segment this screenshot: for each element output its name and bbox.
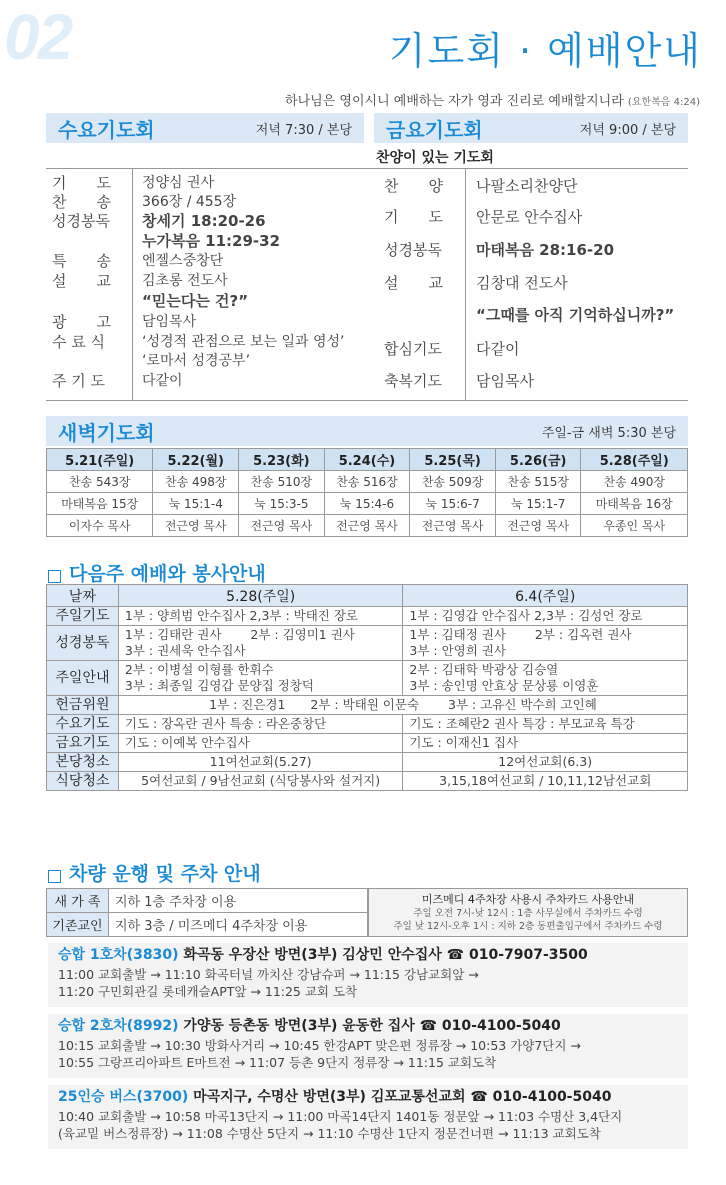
parking-card-note	[368, 888, 688, 937]
bus-name: 25인승 버스(3700)	[58, 1089, 189, 1105]
parking-row-label: 기존교인	[47, 913, 109, 937]
wednesday-time: 저녁 7:30 / 본당	[255, 122, 352, 138]
row-label: 주일기도	[47, 607, 119, 626]
table-row	[47, 607, 688, 626]
program-value: 다같이	[142, 373, 183, 389]
day-cell: 5.28(주일)	[581, 449, 688, 471]
parking-table	[46, 888, 368, 937]
program-label: 수 료 식	[52, 333, 106, 351]
parking-note-title: 미즈메디 4주차장 사용시 주차카드 사용안내	[421, 893, 635, 906]
row-label: 금요기도	[47, 734, 119, 753]
scripture-cell: 마태복음 16장	[581, 493, 688, 515]
schedule-cell: 기도 : 장옥란 권사 특송 : 라온중창단	[118, 715, 403, 734]
table-row	[47, 661, 688, 696]
program-value: ‘성경적 관점으로 보는 일과 영성’	[142, 334, 345, 350]
schedule-cell: 기도 : 이재신1 집사	[403, 734, 688, 753]
wednesday-title: 수요기도회	[58, 117, 155, 142]
divider	[465, 168, 466, 400]
bus-route-text	[58, 1089, 622, 1142]
schedule-cell: 5여선교회 / 9남선교회 (식당봉사와 설거지)	[118, 772, 403, 791]
wednesday-header	[46, 113, 364, 143]
program-label: 찬 송	[52, 193, 111, 211]
square-bullet-icon	[48, 570, 61, 583]
bus-schedule-line: 10:55 그랑프리아파트 E마트전 → 11:07 등촌 9단지 정류장 → 11:15 교회도착	[58, 1055, 497, 1070]
bus-schedule-line: 11:20 구민회관길 롯데캐슬APT앞 → 11:25 교회 도착	[58, 984, 358, 999]
friday-title: 금요기도회	[386, 117, 483, 142]
program-value: 엔젤스중창단	[142, 253, 224, 269]
day-cell: 5.22(월)	[153, 449, 239, 471]
program-value: 김창대 전도사	[476, 274, 568, 292]
row-label: 본당청소	[47, 753, 119, 772]
schedule-cell: 1부 : 양희범 안수집사 2,3부 : 박태진 장로	[118, 607, 403, 626]
bus-name: 승합 1호차(3830)	[58, 947, 179, 963]
parking-row-value: 지하 3층 / 미즈메디 4주차장 이용	[109, 913, 368, 937]
program-label: 기 도	[52, 174, 111, 192]
row-label: 식당청소	[47, 772, 119, 791]
bus-name: 승합 2호차(8992)	[58, 1018, 179, 1034]
program-value: 366장 / 455장	[142, 194, 237, 210]
program-value: 창세기 18:20-26	[142, 212, 266, 230]
table-row	[47, 696, 688, 715]
schedule-cell: 1부 : 김태란 권사 2부 : 김영미1 권사 3부 : 권세욱 안수집사	[118, 626, 403, 661]
row-label: 수요기도	[47, 715, 119, 734]
table-row	[47, 753, 688, 772]
column-header: 5.28(주일)	[118, 585, 403, 607]
table-row	[47, 626, 688, 661]
preacher-cell: 전근영 목사	[410, 515, 496, 537]
scripture-verse	[285, 90, 700, 109]
preacher-cell: 전근영 목사	[153, 515, 239, 537]
parking-title: 차량 운행 및 주차 안내	[69, 863, 261, 885]
day-cell: 5.24(수)	[324, 449, 410, 471]
table-row	[47, 772, 688, 791]
program-label: 찬 양	[384, 177, 443, 195]
schedule-cell: 11여선교회(5.27)	[118, 753, 403, 772]
parking-row-label: 새 가 족	[47, 889, 109, 913]
program-label: 합심기도	[384, 340, 442, 358]
table-row	[47, 515, 688, 537]
program-value: 김초롱 전도사	[142, 273, 228, 289]
scripture-cell: 마태복음 15장	[47, 493, 153, 515]
program-value: 담임목사	[476, 372, 534, 390]
program-value: 정양심 권사	[142, 175, 215, 191]
parking-note-line: 주일 낮 12시-오후 1시 : 지하 2층 동편출입구에서 주차카드 수령	[393, 921, 663, 932]
row-label: 헌금위원	[47, 696, 119, 715]
table-row	[47, 449, 688, 471]
program-value: ‘로마서 성경공부’	[142, 353, 251, 369]
verse-reference: (요한복음 4:24)	[627, 97, 700, 108]
divider	[46, 168, 688, 169]
bus-driver: 윤동한 집사 ☎ 010-4100-5040	[342, 1018, 561, 1034]
day-cell: 5.25(목)	[410, 449, 496, 471]
schedule-cell: 1부 : 진은경1 2부 : 박태원 이문숙 3부 : 고유신 박수희 고인혜	[118, 696, 687, 715]
program-value: 담임목사	[142, 314, 197, 330]
dawn-time: 주일-금 새벽 5:30 본당	[541, 425, 676, 441]
hymn-cell: 찬송 515장	[495, 471, 581, 493]
row-label: 주일안내	[47, 661, 119, 696]
friday-time: 저녁 9:00 / 본당	[579, 122, 676, 138]
bus-driver: 김상민 안수집사 ☎ 010-7907-3500	[342, 947, 588, 963]
scripture-cell: 눅 15:1-4	[153, 493, 239, 515]
dawn-header	[46, 416, 688, 446]
schedule-cell: 1부 : 김태정 권사 2부 : 김옥련 권사 3부 : 안영희 권사	[403, 626, 688, 661]
bus-schedule-line: (육교밑 버스정류장) → 11:08 수명산 5단지 → 11:10 수명산 1단지 정문건너편 → 11:13 교회도착	[58, 1126, 601, 1141]
program-label: 기 도	[384, 208, 443, 226]
verse-text: 하나님은 영이시니 예배하는 자가 영과 진리로 예배할지니라	[285, 94, 624, 109]
page-title: 기도회 · 예배안내	[388, 29, 702, 73]
hymn-cell: 찬송 509장	[410, 471, 496, 493]
table-row	[47, 585, 688, 607]
square-bullet-icon	[48, 870, 61, 883]
scripture-cell: 눅 15:6-7	[410, 493, 496, 515]
bus-driver: 김포교통선교회 ☎ 010-4100-5040	[370, 1089, 612, 1105]
scripture-cell: 눅 15:3-5	[239, 493, 325, 515]
preacher-cell: 전근영 목사	[324, 515, 410, 537]
bus-area-label: 마곡지구, 수명산 방면(3부)	[193, 1089, 366, 1105]
bus-schedule-line: 11:00 교회출발 → 11:10 화곡터널 까치산 강남슈퍼 → 11:15 강남교회앞 →	[58, 967, 479, 982]
parking-heading	[48, 859, 261, 886]
preacher-cell: 이자수 목사	[47, 515, 153, 537]
program-label: 주 기 도	[52, 372, 106, 390]
hymn-cell: 찬송 490장	[581, 471, 688, 493]
next-week-heading	[48, 559, 266, 586]
bus-heading	[58, 1089, 622, 1106]
bus-heading	[58, 1018, 581, 1035]
row-label: 성경봉독	[47, 626, 119, 661]
bus-heading	[58, 947, 588, 964]
preacher-cell: 전근영 목사	[239, 515, 325, 537]
program-value: 누가복음 11:29-32	[142, 232, 281, 250]
program-value: 안문로 안수집사	[476, 208, 583, 226]
table-row	[47, 471, 688, 493]
friday-subtitle: 찬양이 있는 기도회	[376, 150, 494, 166]
schedule-cell: 2부 : 이병설 이형률 한휘수 3부 : 최종일 김영갑 문양집 정창덕	[118, 661, 403, 696]
bus-schedule-line: 10:15 교회출발 → 10:30 방화사거리 → 10:45 한강APT 맞은편 정류장 → 10:53 가양7단지 →	[58, 1038, 581, 1053]
parking-row-value: 지하 1층 주차장 이용	[109, 889, 368, 913]
table-row	[47, 889, 368, 913]
schedule-cell: 기도 : 조혜란2 권사 특강 : 부모교육 특강	[403, 715, 688, 734]
dawn-title: 새벽기도회	[58, 420, 155, 445]
next-week-table	[46, 584, 688, 791]
program-label: 광 고	[52, 313, 111, 331]
program-label: 성경봉독	[384, 241, 442, 259]
bus-area-label: 가양동 등촌동 방면(3부)	[183, 1018, 338, 1034]
dawn-schedule-table	[46, 448, 688, 537]
scripture-cell: 눅 15:1-7	[495, 493, 581, 515]
next-week-title: 다음주 예배와 봉사안내	[69, 563, 266, 585]
friday-header	[374, 113, 688, 143]
column-header: 6.4(주일)	[403, 585, 688, 607]
hymn-cell: 찬송 543장	[47, 471, 153, 493]
day-cell: 5.26(금)	[495, 449, 581, 471]
bus-route-text	[58, 1018, 581, 1071]
program-label: 설 교	[384, 274, 443, 292]
schedule-cell: 3,15,18여선교회 / 10,11,12남선교회	[403, 772, 688, 791]
program-value: 마태복음 28:16-20	[476, 241, 615, 259]
divider	[132, 168, 133, 400]
schedule-cell: 12여선교회(6.3)	[403, 753, 688, 772]
table-row	[47, 913, 368, 937]
program-label: 설 교	[52, 272, 111, 290]
day-cell: 5.21(주일)	[47, 449, 153, 471]
parking-note-line: 주일 오전 7시-낮 12시 : 1층 사무실에서 주차카드 수령	[413, 908, 643, 919]
table-row	[47, 715, 688, 734]
day-cell: 5.23(화)	[239, 449, 325, 471]
bus-area-label: 화곡동 우장산 방면(3부)	[183, 947, 338, 963]
preacher-cell: 우종인 목사	[581, 515, 688, 537]
program-value: 나팔소리찬양단	[476, 177, 578, 195]
hymn-cell: 찬송 516장	[324, 471, 410, 493]
bus-schedule-line: 10:40 교회출발 → 10:58 마곡13단지 → 11:00 마곡14단지 1401동 정문앞 → 11:03 수명산 3,4단지	[58, 1109, 623, 1124]
scripture-cell: 눅 15:4-6	[324, 493, 410, 515]
program-label: 축복기도	[384, 372, 442, 390]
schedule-cell: 기도 : 이예복 안수집사	[118, 734, 403, 753]
page-number: 02	[4, 1, 72, 73]
program-value: “믿는다는 건?”	[142, 292, 249, 310]
preacher-cell: 전근영 목사	[495, 515, 581, 537]
table-row	[47, 493, 688, 515]
divider	[46, 400, 688, 401]
program-label: 특 송	[52, 252, 111, 270]
bus-route-text	[58, 947, 588, 1000]
column-header: 날짜	[47, 585, 119, 607]
schedule-cell: 1부 : 김영갑 안수집사 2,3부 : 김성언 장로	[403, 607, 688, 626]
program-label: 성경봉독	[52, 212, 110, 230]
program-value: 다같이	[476, 340, 520, 358]
schedule-cell: 2부 : 김태학 박광상 김승열 3부 : 송인명 안효상 문상룡 이영훈	[403, 661, 688, 696]
hymn-cell: 찬송 510장	[239, 471, 325, 493]
table-row	[47, 734, 688, 753]
program-value: “그때를 아직 기억하십니까?”	[476, 306, 675, 324]
hymn-cell: 찬송 498장	[153, 471, 239, 493]
